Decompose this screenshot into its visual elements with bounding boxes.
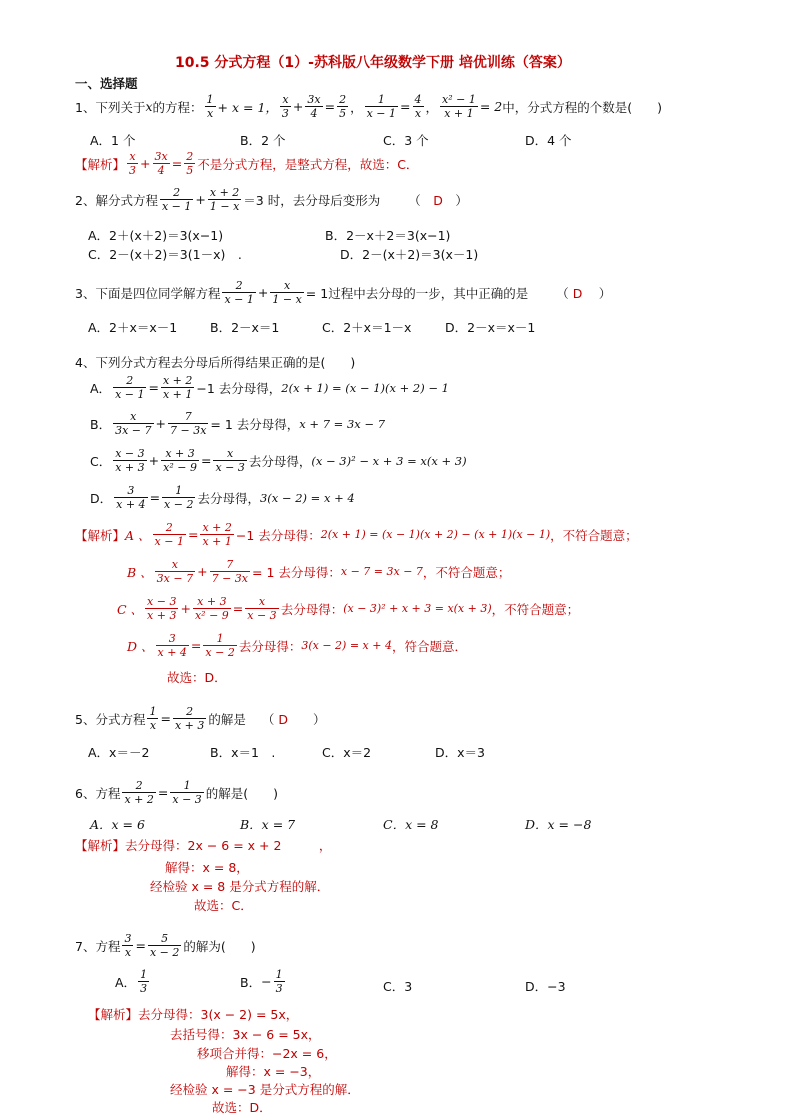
- q3-option-a: A．2＋x＝x－1: [88, 320, 178, 335]
- q1-analysis: 【解析】 x 3 + $\frac{3x}{4}$ = $\frac{2}{5}$ 不是分式方程，是整式方程，故选：C．: [75, 150, 419, 177]
- q7-analysis-l4: 解得：x = −3，: [226, 1064, 321, 1079]
- q7-option-d: D．−3: [525, 979, 566, 994]
- q4-choose: 故选：D．: [167, 670, 227, 685]
- q5-option-c: C．x＝2: [322, 745, 372, 760]
- q6-analysis-l2: 解得：x = 8，: [165, 860, 249, 875]
- q3-option-d: D．2－x＝x－1: [445, 320, 536, 335]
- q7-analysis-l2: 去括号得：3x − 6 = 5x，: [170, 1027, 321, 1042]
- q2-option-b: B．2－x＋2＝3(x−1): [325, 228, 451, 243]
- q4-analysis-d: D 、 $\frac{3}{x + 4}$ = $\frac{1}{x - 2}$ 去分母得： 3(x − 2) = x + 4 ，符合题意．: [127, 632, 467, 659]
- q6-analysis: 【解析】去分母得：2x − 6 = x + 2 ，: [75, 838, 332, 853]
- section-heading: 一、选择题: [75, 76, 138, 91]
- q6-analysis-l3: 经检验 x = 8 是分式方程的解．: [150, 879, 330, 894]
- q6-option-b: B．x = 7: [240, 817, 296, 832]
- q7-analysis: 【解析】去分母得：3(x − 2) = 5x，: [88, 1007, 299, 1022]
- q7-stem: 7、 方程 $\frac{3}{x}$ = $\frac{5}{x - 2}$ 的解为( ): [75, 932, 256, 959]
- q4-option-b: B． x 3x − 7 + $\frac{7}{7 - 3x}$ = 1 去分母得， x + 7 = 3x − 7: [90, 410, 386, 437]
- q4-analysis-c: C 、 x − 3 x + 3 + $\frac{x + 3}{\text{x² − 9}}$ = $\frac{x}{x - 3}$ 去分母得： (x − 3)² + x + 3 = x(x + 3) ，不符合题意；: [117, 595, 580, 622]
- q6-option-d: D．x = −8: [525, 817, 592, 832]
- q7-analysis-l3: 移项合并得：−2x = 6，: [197, 1046, 337, 1061]
- q2-stem: 2、 解分式方程 2 x − 1 + $\frac{x + 2}{1 - x}$ ＝3 时，去分母后变形为 （ D ）: [75, 186, 468, 213]
- q2-answer: （ D ）: [408, 192, 468, 208]
- q5-option-b: B．x＝1 .: [210, 745, 276, 760]
- q4-option-d: D． $\frac{3}{x + 4}$ = $\frac{1}{x - 2}$ 去分母得， 3(x − 2) = x + 4: [90, 484, 355, 511]
- q4-stem: 4、下列分式方程去分母后所得结果正确的是( ): [75, 355, 356, 370]
- q5-option-a: A．x＝－2: [88, 745, 150, 760]
- q3-answer: （ D ）: [556, 285, 612, 301]
- q2-option-d: D．2－(x＋2)＝3(x－1): [340, 247, 479, 262]
- q7-option-c: C．3: [383, 979, 413, 994]
- q7-option-a: A． 1 3: [115, 968, 148, 995]
- page-title: 10.5 分式方程（1）-苏科版八年级数学下册 培优训练（答案）: [175, 55, 571, 71]
- q3-option-b: B．2－x＝1: [210, 320, 280, 335]
- q1-option-b: B．2 个: [240, 133, 286, 148]
- q1-stem: 1、 下列关于 x 的方程： 1 x + x = 1， x 3 + $\frac{3x}{4}$ = $\frac{2}{5}$ ， $\frac{1}{x - 1}$ = $\frac{4}{x}$ ， $\frac{\text{x² − 1}}{x + 1}$ = 2 中，分式方程的个数是( ): [75, 93, 663, 120]
- q1-option-a: A．1 个: [90, 133, 136, 148]
- q4-analysis-a: 【解析】 A 、 $\frac{2}{x - 1}$ = $\frac{x + 2}{x + 1}$ −1 去分母得： 2(x + 1) = (x − 1)(x + 2) − (x + 1)(x − 1) ，不符合题意；: [75, 521, 638, 548]
- q4-option-a: A． $\frac{2}{x - 1}$ = $\frac{x + 2}{x + 1}$ −1 去分母得， 2(x + 1) = (x − 1)(x + 2) − 1: [90, 374, 449, 401]
- q6-option-a: A．x = 6: [90, 817, 145, 832]
- q3-option-c: C．2＋x＝1－x: [322, 320, 412, 335]
- q4-option-c: C． x − 3 x + 3 + $\frac{x + 3}{\text{x² − 9}}$ = $\frac{x}{x - 3}$ 去分母得， (x − 3)² − x + 3 = x(x + 3): [90, 447, 467, 474]
- q1-option-c: C．3 个: [383, 133, 429, 148]
- q5-option-d: D．x＝3: [435, 745, 485, 760]
- q7-option-b: B． − $\frac{1}{3}$: [240, 968, 283, 995]
- q6-stem: 6、 方程 $\frac{2}{x + 2}$ = $\frac{1}{x - 3}$ 的解是( ): [75, 779, 279, 806]
- q6-option-c: C．x = 8: [383, 817, 439, 832]
- q4-analysis-b: B 、 x 3x − 7 + $\frac{7}{7 - 3x}$ = 1 去分母得： x − 7 = 3x − 7 ，不符合题意；: [127, 558, 511, 585]
- q5-answer: （ D ）: [261, 711, 326, 727]
- q2-option-c: C．2－(x＋2)＝3(1－x) .: [88, 247, 242, 262]
- q7-analysis-l6: 故选：D．: [212, 1100, 272, 1115]
- q2-option-a: A．2＋(x＋2)＝3(x−1): [88, 228, 224, 243]
- q1-option-d: D．4 个: [525, 133, 572, 148]
- q5-stem: 5、 分式方程 $\frac{1}{x}$ = $\frac{2}{x + 3}$ 的解是 （ D ）: [75, 705, 326, 732]
- q7-analysis-l5: 经检验 x = −3 是分式方程的解．: [170, 1082, 360, 1097]
- q3-stem: 3、 下面是四位同学解方程 2 x − 1 + $\frac{x}{1 - x}$ = 1过程中去分母的一步，其中正确的是 （ D ）: [75, 279, 612, 306]
- q6-analysis-l4: 故选：C．: [194, 898, 253, 913]
